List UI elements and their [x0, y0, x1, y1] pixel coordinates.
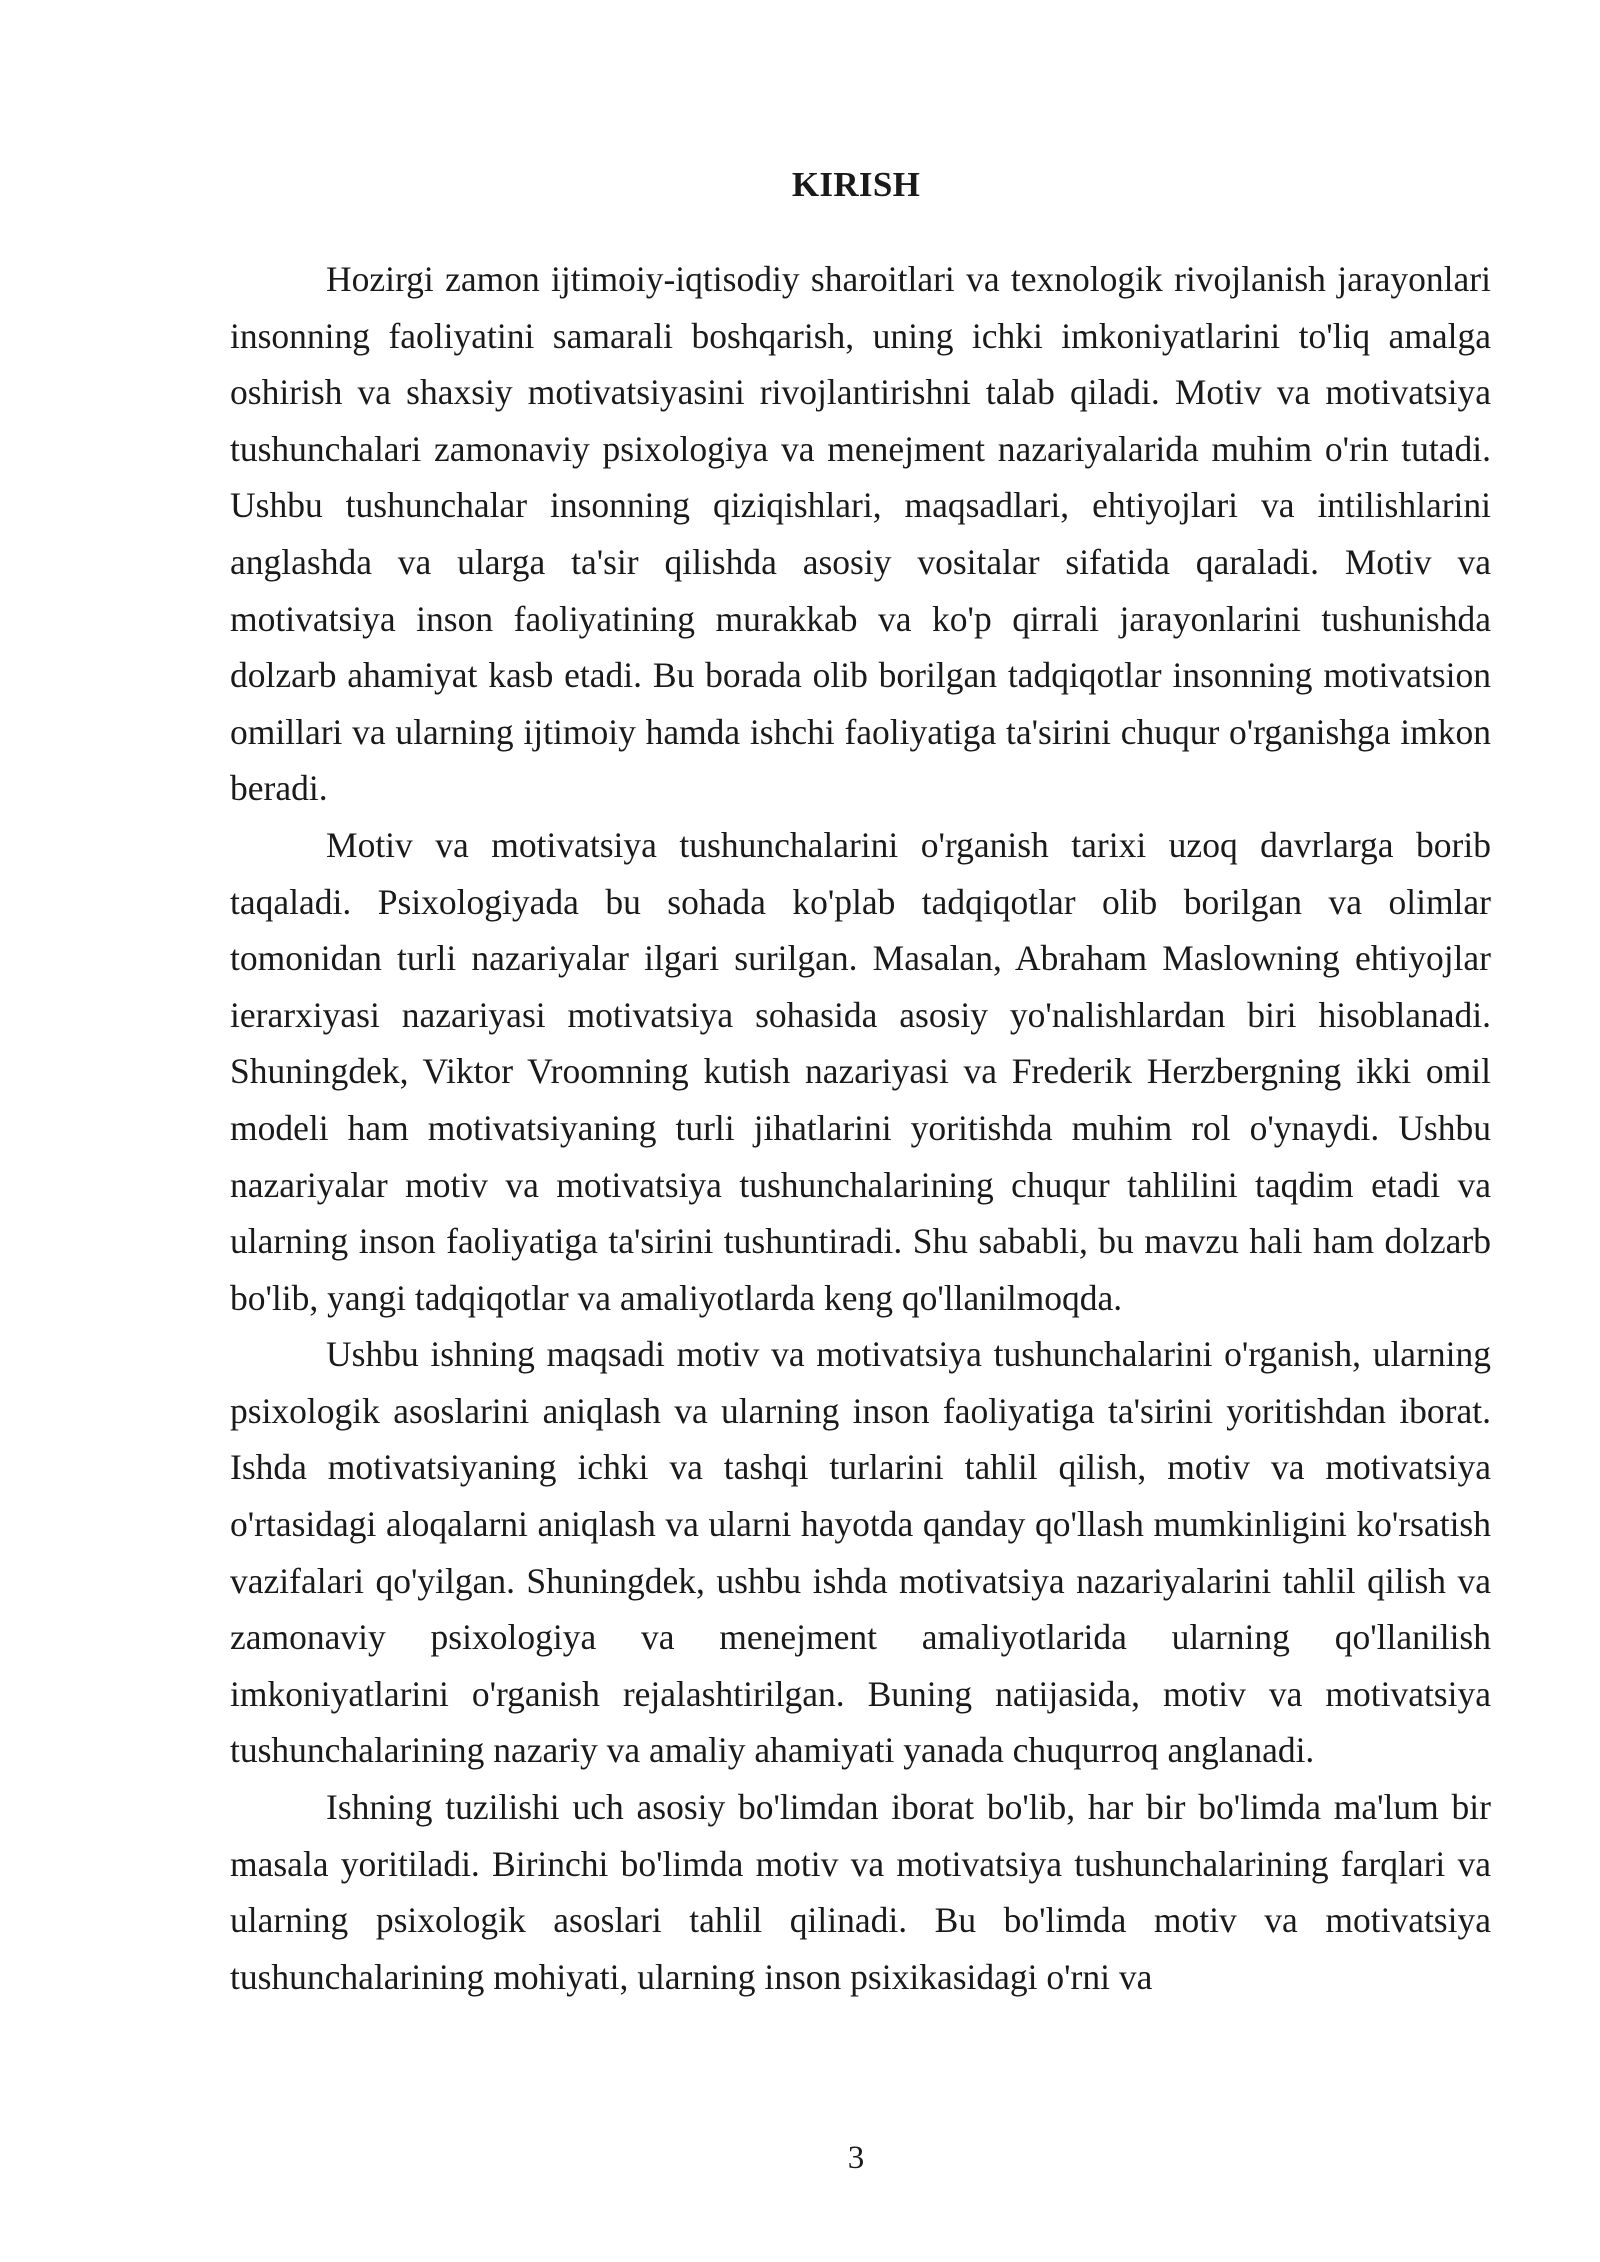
paragraph-1: Hozirgi zamon ijtimoiy-iqtisodiy sharoitlari va texnologik rivojlanish jarayonlari insonning faoliyatini samarali boshqarish, uning ichki imkoniyatlarini to'liq amalga oshirish va shaxsiy motivatsiyasini rivojlantirishni talab qiladi. Motiv va motivatsiya tushunchalari zamonaviy psixologiya va menejment nazariyalarida muhim o'rin tutadi. Ushbu tushunchalar insonning qiziqishlari, maqsadlari, ehtiyojlari va intilishlarini anglashda va ularga ta'sir qilishda asosiy vositalar sifatida qaraladi. Motiv va motivatsiya inson faoliyatining murakkab va ko'p qirrali jarayonlarini tushunishda dolzarb ahamiyat kasb etadi. Bu borada olib borilgan tadqiqotlar insonning motivatsion omillari va ularning ijtimoiy hamda ishchi faoliyatiga ta'sirini chuqur o'rganishga imkon beradi. — [230, 259, 1491, 809]
page-number: 3 — [847, 2140, 865, 2176]
paragraph-2: Motiv va motivatsiya tushunchalarini o'rganish tarixi uzoq davrlarga borib taqaladi. Psixologiyada bu sohada ko'plab tadqiqotlar olib borilgan va olimlar tomonidan turli nazariyalar ilgari surilgan. Masalan, Abraham Maslowning ehtiyojlar ierarxiyasi nazariyasi motivatsiya sohasida asosiy yo'nalishlardan biri hisoblanadi. Shuningdek, Viktor Vroomning kutish nazariyasi va Frederik Herzbergning ikki omil modeli ham motivatsiyaning turli jihatlarini yoritishda muhim rol o'ynaydi. Ushbu nazariyalar motiv va motivatsiya tushunchalarining chuqur tahlilini taqdim etadi va ularning inson faoliyatiga ta'sirini tushuntiradi. Shu sababli, bu mavzu hali ham dolzarb bo'lib, yangi tadqiqotlar va amaliyotlarda keng qo'llanilmoqda. — [230, 824, 1491, 1318]
section-title: KIRISH — [791, 165, 921, 204]
paragraph-3: Ushbu ishning maqsadi motiv va motivatsiya tushunchalarini o'rganish, ularning psixologik asoslarini aniqlash va ularning inson faoliyatiga ta'sirini yoritishdan iborat. Ishda motivatsiyaning ichki va tashqi turlarini tahlil qilish, motiv va motivatsiya o'rtasidagi aloqalarni aniqlash va ularni hayotda qanday qo'llash mumkinligini ko'rsatish vazifalari qo'yilgan. Shuningdek, ushbu ishda motivatsiya nazariyalarini tahlil qilish va zamonaviy psixologiya va menejment amaliyotlarida ularning qo'llanilish imkoniyatlarini o'rganish rejalashtirilgan. Buning natijasida, motiv va motivatsiya tushunchalarining nazariy va amaliy ahamiyati yanada chuqurroq anglanadi. — [230, 1334, 1491, 1771]
paragraph-4: Ishning tuzilishi uch asosiy bo'limdan iborat bo'lib, har bir bo'limda ma'lum bir masala yoritiladi. Birinchi bo'limda motiv va motivatsiya tushunchalarining farqlari va ularning psixologik asoslari tahlil qilinadi. Bu bo'limda motiv va motivatsiya tushunchalarining mohiyati, ularning inson psixikasidagi o'rni va — [230, 1787, 1491, 1997]
body-text — [230, 251, 1491, 2005]
